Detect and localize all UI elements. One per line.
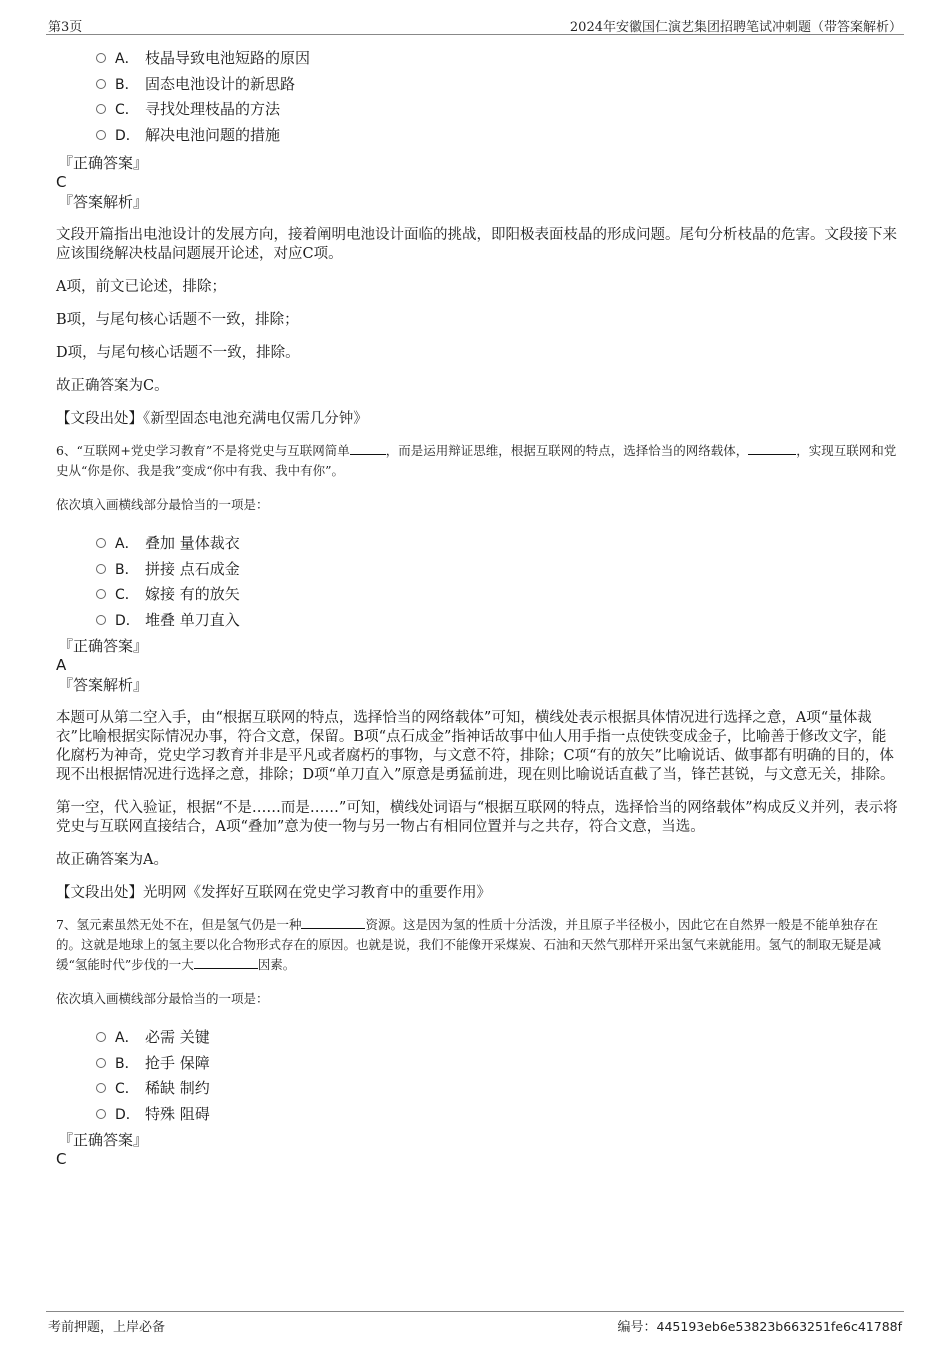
page-header	[46, 14, 904, 35]
q5-option-d[interactable]: D． 解决电池问题的措施	[96, 123, 900, 149]
q5-analysis-para: 故正确答案为C。	[56, 378, 169, 394]
footer-slogan: 考前押题，上岸必备	[48, 1320, 166, 1335]
q5-answer-label: 『正确答案』	[58, 154, 149, 172]
q7-options	[96, 1025, 900, 1127]
q7-stem: 7、氢元素虽然无处不在，但是氢气仍是一种 资源。这是因为氢的性质十分活泼，并且原子半径极小，因此它在自然界一般是不能单独存在的。这就是地球上的氢主要以化合物形式存在的原因。也就是说，我们不能像开采煤炭、石油和天然气那样开采出氢气来就能用。氢气的制取无疑是减缓“氢能时代”步伐的一大 因素。	[56, 917, 882, 972]
q5-analysis-para: 文段开篇指出电池设计的发展方向，接着阐明电池设计面临的挑战，即阳极表面枝晶的形成问题。尾句分析枝晶的危害。文段接下来应该围绕解决枝晶问题展开论述，对应C项。	[56, 227, 897, 262]
document-id: 编号：445193eb6e53823b663251fe6c41788f	[617, 1319, 902, 1335]
page-footer	[46, 1311, 904, 1334]
q7-prompt: 依次填入画横线部分最恰当的一项是：	[56, 991, 269, 1006]
radio-icon[interactable]	[96, 1032, 106, 1042]
q6-blank-2	[748, 441, 796, 455]
q5-analysis-para: A项，前文已论述，排除；	[56, 279, 226, 295]
q6-answer: A	[56, 656, 67, 674]
radio-icon[interactable]	[96, 1058, 106, 1068]
q6-analysis-para: 第一空，代入验证，根据“不是……而是……”可知，横线处词语与“根据互联网的特点，选择恰当的网络载体”构成反义并列，表示将党史与互联网直接结合，A项“叠加”意为使一物与另一物占有相同位置并与之共存，符合文意，当选。	[56, 800, 898, 835]
page-number: 第3页	[48, 20, 83, 35]
q7-blank-2	[194, 955, 258, 969]
q7-option-c[interactable]: C． 稀缺 制约	[96, 1076, 900, 1102]
q7-answer: C	[56, 1150, 67, 1168]
page-content	[56, 46, 900, 1168]
q6-prompt: 依次填入画横线部分最恰当的一项是：	[56, 497, 269, 512]
q6-analysis-para: 本题可从第二空入手，由“根据互联网的特点，选择恰当的网络载体”可知，横线处表示根据具体情况进行选择之意，A项“量体裁衣”比喻根据实际情况办事，符合文意，保留。B项“点石成金”指神话故事中仙人用手指一点使铁变成金子，比喻善于修改文字，能化腐朽为神奇，党史学习教育并非是平凡或者腐朽的事物，与文意不符，排除；C项“有的放矢”比喻说话、做事都有明确的目的，体现不出根据情况进行选择之意，排除；D项“单刀直入”原意是勇猛前进，现在则比喻说话直截了当，锋芒甚锐，与文意无关，排除。	[56, 710, 895, 783]
q5-options	[96, 46, 900, 148]
document-title: 2024年安徽国仁演艺集团招聘笔试冲刺题（带答案解析）	[569, 20, 902, 35]
q6-options	[96, 531, 900, 633]
q7-option-b[interactable]: B． 抢手 保障	[96, 1051, 900, 1077]
radio-icon[interactable]	[96, 589, 106, 599]
radio-icon[interactable]	[96, 1083, 106, 1093]
q7-option-a[interactable]: A． 必需 关键	[96, 1025, 900, 1051]
radio-icon[interactable]	[96, 79, 106, 89]
radio-icon[interactable]	[96, 538, 106, 548]
q6-analysis-label: 『答案解析』	[58, 676, 149, 694]
q6-answer-label: 『正确答案』	[58, 637, 149, 655]
q5-source: 【文段出处】《新型固态电池充满电仅需几分钟》	[56, 411, 368, 427]
q6-source: 【文段出处】光明网《发挥好互联网在党史学习教育中的重要作用》	[56, 885, 491, 901]
radio-icon[interactable]	[96, 1109, 106, 1119]
q6-option-c[interactable]: C． 嫁接 有的放矢	[96, 582, 900, 608]
q6-analysis-para: 故正确答案为A。	[56, 852, 168, 868]
radio-icon[interactable]	[96, 564, 106, 574]
q5-option-b[interactable]: B． 固态电池设计的新思路	[96, 72, 900, 98]
q5-analysis-para: B项，与尾句核心话题不一致，排除；	[56, 312, 299, 328]
q6-option-b[interactable]: B． 拼接 点石成金	[96, 557, 900, 583]
q7-blank-1	[301, 915, 365, 929]
q6-blank-1	[350, 441, 386, 455]
q5-analysis-para: D项，与尾句核心话题不一致，排除。	[56, 345, 300, 361]
radio-icon[interactable]	[96, 615, 106, 625]
q7-option-d[interactable]: D． 特殊 阻碍	[96, 1102, 900, 1128]
q6-stem: 6、“互联网+党史学习教育”不是将党史与互联网简单 ，而是运用辩证思维，根据互联网的特点，选择恰当的网络载体， ，实现互联网和党史从“你是你、我是我”变成“你中有我、我中有你”。	[56, 443, 897, 478]
q6-option-d[interactable]: D． 堆叠 单刀直入	[96, 608, 900, 634]
q5-option-a[interactable]: A． 枝晶导致电池短路的原因	[96, 46, 900, 72]
q7-answer-label: 『正确答案』	[58, 1131, 149, 1149]
radio-icon[interactable]	[96, 130, 106, 140]
radio-icon[interactable]	[96, 104, 106, 114]
q5-option-c[interactable]: C． 寻找处理枝晶的方法	[96, 97, 900, 123]
radio-icon[interactable]	[96, 53, 106, 63]
q5-analysis-label: 『答案解析』	[58, 193, 149, 211]
q5-answer: C	[56, 173, 67, 191]
q6-option-a[interactable]: A． 叠加 量体裁衣	[96, 531, 900, 557]
